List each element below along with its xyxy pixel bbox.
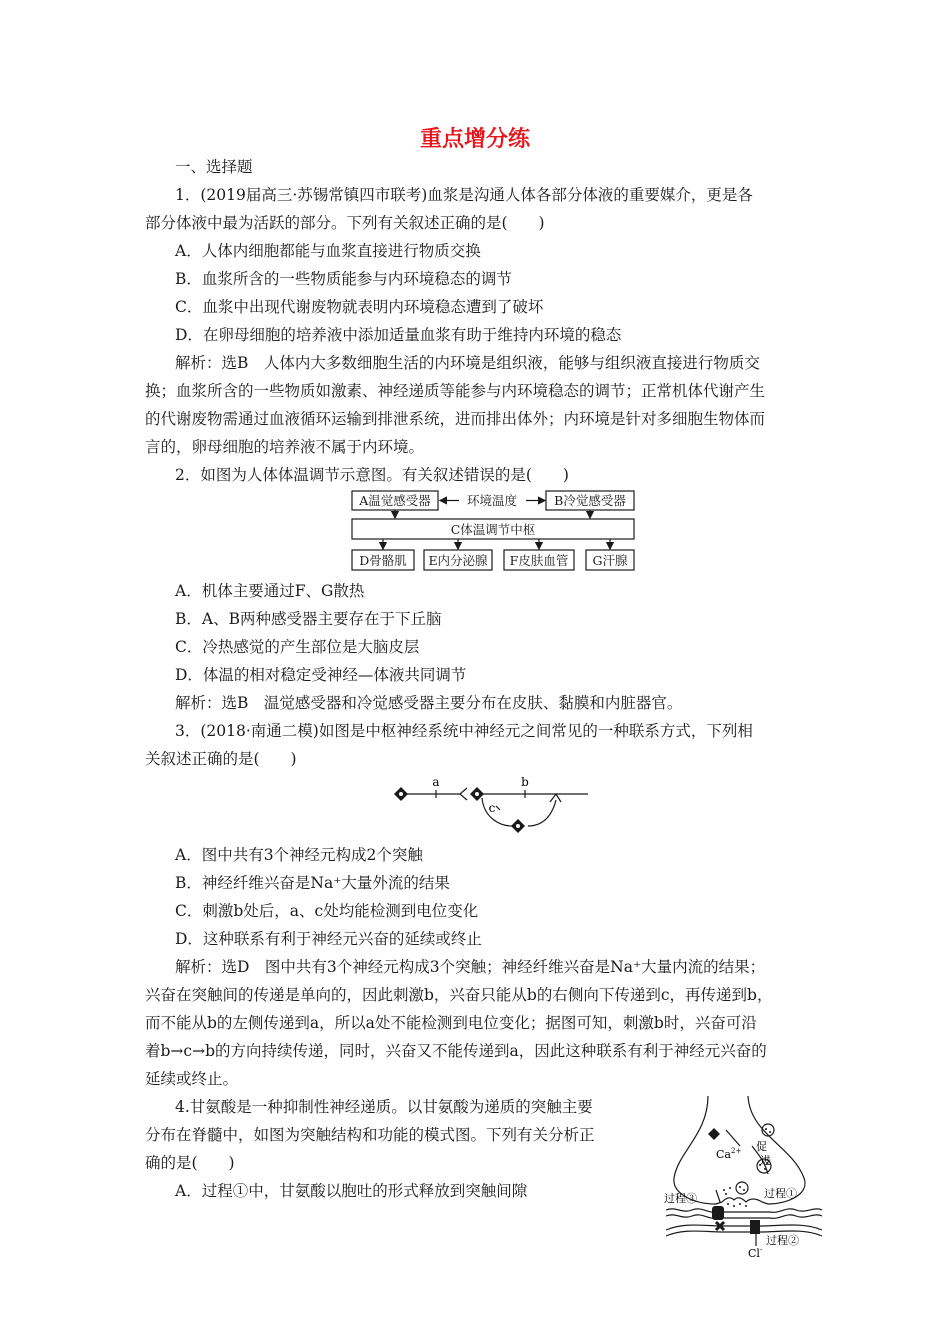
q3-stem-line: 3．(2018·南通二模)如图是中枢神经系统中神经元之间常见的一种联系方式，下列相 — [175, 722, 753, 740]
promote-label: 进 — [760, 1154, 771, 1167]
process-2-label: 过程② — [766, 1234, 799, 1247]
q2-option-c: C．冷热感觉的产生部位是大脑皮层 — [175, 638, 420, 656]
chloride-channel-icon — [750, 1220, 760, 1234]
box-e-label: E内分泌腺 — [428, 553, 488, 568]
section-heading: 一、选择题 — [175, 158, 253, 176]
thermoregulation-diagram — [340, 488, 640, 576]
q1-analysis-line: 解析：选B 人体内大多数细胞生活的内环境是组织液，能够与组织液直接进行物质交 — [175, 354, 760, 372]
calcium-channel-icon — [708, 1128, 720, 1140]
chloride-label: Cl- — [748, 1246, 763, 1260]
q2-option-b: B．A、B两种感受器主要存在于下丘脑 — [175, 610, 442, 628]
q4-stem-line: 确的是( ) — [145, 1154, 235, 1172]
env-temp-label: 环境温度 — [466, 493, 518, 508]
box-g-label: G汗腺 — [592, 553, 628, 568]
label-b: b — [521, 775, 529, 789]
label-a: a — [432, 775, 440, 789]
q3-analysis-line: 兴奋在突触间的传递是单向的，因此刺激b，兴奋只能从b的右侧向下传递到c，再传递到b， — [145, 986, 773, 1004]
q3-stem-line: 关叙述正确的是( ) — [145, 750, 297, 768]
glycine-receptor-icon — [712, 1206, 724, 1220]
box-b-label: B冷觉感受器 — [554, 493, 626, 508]
box-a-label: A温觉感受器 — [359, 493, 431, 508]
label-c: c — [488, 801, 496, 815]
q4-option-a: A．过程①中，甘氨酸以胞吐的形式释放到突触间隙 — [175, 1182, 528, 1200]
box-f-label: F皮肤血管 — [509, 553, 569, 568]
q3-option-a: A．图中共有3个神经元构成2个突触 — [175, 846, 423, 864]
q2-analysis: 解析：选B 温觉感受器和冷觉感受器主要分布在皮肤、黏膜和内脏器官。 — [175, 694, 683, 712]
process-1-label: 过程① — [764, 1187, 797, 1200]
q3-analysis-line: 着b→c→b的方向持续传递，同时，兴奋又不能传递到a，因此这种联系有利于神经元兴奋的 — [145, 1042, 767, 1060]
q1-stem-line: 1．(2019届高三·苏锡常镇四市联考)血浆是沟通人体各部分体液的重要媒介，更是各 — [175, 186, 753, 204]
q1-analysis-line: 言的，卵母细胞的培养液不属于内环境。 — [145, 438, 425, 456]
q1-option-c: C．血浆中出现代谢废物就表明内环境稳态遭到了破坏 — [175, 298, 544, 316]
q1-stem-line: 部分体液中最为活跃的部分。下列有关叙述正确的是( ) — [145, 214, 545, 232]
process-3-label: 过程③ — [664, 1192, 697, 1205]
q4-stem-line: 4.甘氨酸是一种抑制性神经递质。以甘氨酸为递质的突触主要 — [175, 1098, 593, 1116]
q1-option-b: B．血浆所含的一些物质能参与内环境稳态的调节 — [175, 270, 512, 288]
q2-stem: 2．如图为人体体温调节示意图。有关叙述错误的是( ) — [175, 466, 569, 484]
calcium-label: $Ca^{2+}$ — [716, 1147, 742, 1161]
q1-option-a: A．人体内细胞都能与血浆直接进行物质交换 — [175, 242, 481, 260]
q2-option-d: D．体温的相对稳定受神经—体液共同调节 — [175, 666, 467, 684]
q3-analysis-line: 解析：选D 图中共有3个神经元构成3个突触；神经纤维兴奋是Na⁺大量内流的结果； — [175, 958, 766, 976]
q1-option-d: D．在卵母细胞的培养液中添加适量血浆有助于维持内环境的稳态 — [175, 326, 622, 344]
q3-option-c: C．刺激b处后，a、c处均能检测到电位变化 — [175, 902, 479, 920]
synapse-diagram — [664, 1094, 824, 1260]
q3-option-b: B．神经纤维兴奋是Na⁺大量外流的结果 — [175, 874, 450, 892]
q1-analysis-line: 换；血浆所含的一些物质如激素、神经递质等能参与内环境稳态的调节；正常机体代谢产生 — [145, 382, 766, 400]
box-c-label: C体温调节中枢 — [450, 522, 536, 537]
q2-option-a: A．机体主要通过F、G散热 — [175, 582, 365, 600]
q3-analysis-line: 延续或终止。 — [145, 1070, 239, 1088]
q3-option-d: D．这种联系有利于神经元兴奋的延续或终止 — [175, 930, 482, 948]
q1-analysis-line: 的代谢废物需通过血液循环运输到排泄系统，进而排出体外；内环境是针对多细胞生物体而 — [145, 410, 766, 428]
page-title: 重点增分练 — [419, 127, 530, 152]
promote-label: 促 — [756, 1140, 767, 1153]
box-d-label: D骨骼肌 — [359, 553, 407, 568]
q3-analysis-line: 而不能从b的左侧传递到a，所以a处不能检测到电位变化；据图可知，刺激b时，兴奋可沿 — [145, 1014, 757, 1032]
neuron-circuit-diagram — [388, 774, 598, 840]
q4-stem-line: 分布在脊髓中，如图为突触结构和功能的模式图。下列有关分析正 — [145, 1126, 595, 1144]
